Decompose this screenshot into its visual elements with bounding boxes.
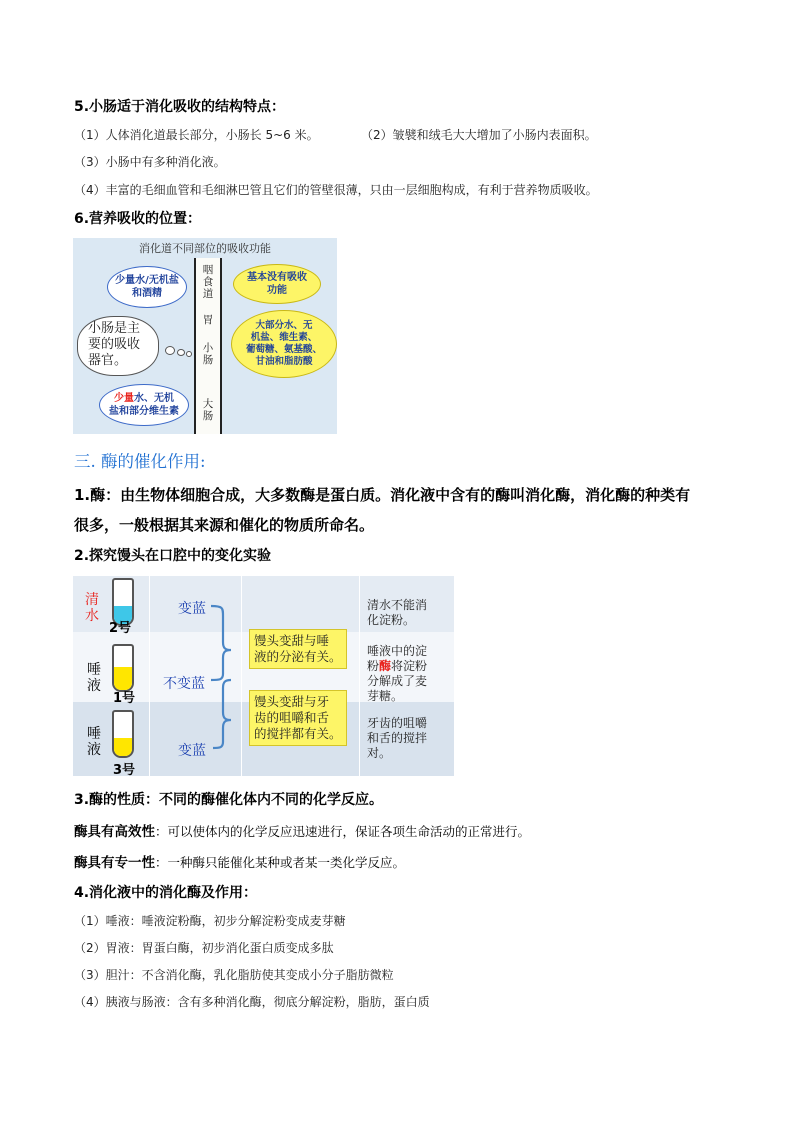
- bubble-small-intestine-absorption: 大部分水、无 机盐、维生素、 葡萄糖、氨基酸、 甘油和脂肪酸: [231, 310, 337, 378]
- row2-note-red: 酶: [379, 659, 392, 673]
- enzyme-efficiency: [74, 820, 530, 840]
- experiment-brackets: [73, 576, 454, 776]
- thought-dot-small: [186, 351, 192, 357]
- row2-label: 唾 液: [87, 662, 101, 694]
- tube3-number: 3号: [113, 763, 136, 776]
- conclusion-1: 馒头变甜与唾 液的分泌有关。: [249, 629, 347, 669]
- enzyme-specificity: [74, 851, 405, 871]
- row1-label-text: 清 水: [85, 592, 99, 624]
- large-intestine-text: 水、无机 盐和部分维生素: [109, 393, 179, 417]
- tube2-number: 2号: [109, 621, 132, 636]
- digestive-enzyme-item: （1）唾液：唾液淀粉酶，初步分解淀粉变成麦芽糖: [74, 914, 346, 928]
- bubble-stomach-absorption: 少量水/无机盐 和酒精: [107, 266, 187, 308]
- bubble-esophagus-absorption: 基本没有吸收 功能: [233, 264, 321, 304]
- section6-heading: 6.营养吸收的位置：: [74, 211, 202, 227]
- row3-label: 唾 液: [87, 726, 101, 758]
- efficiency-label: 酶具有高效性: [74, 824, 155, 840]
- thought-dot-medium: [177, 349, 185, 356]
- tube1-number: 1号: [113, 691, 136, 706]
- section-enzyme-title: 三. 酶的催化作用:: [74, 452, 206, 471]
- section5-item1: （1）人体消化道最长部分，小肠长 5~6 米。: [74, 128, 319, 142]
- specificity-label: 酶具有专一性: [74, 855, 155, 871]
- absorption-figure: [73, 238, 337, 434]
- organ-small-intestine: 小 肠: [202, 342, 214, 366]
- row3-result: 变蓝: [178, 743, 206, 759]
- specificity-text: ：一种酶只能催化某种或者某一类化学反应。: [155, 855, 406, 870]
- enzyme-property-heading: 3.酶的性质：不同的酶催化体内不同的化学反应。: [74, 792, 384, 808]
- experiment-figure: [73, 576, 454, 776]
- section5-item4: （4）丰富的毛细血管和毛细淋巴管且它们的管壁很薄，只由一层细胞构成，有利于营养物质吸收。: [74, 183, 598, 197]
- digestive-enzymes-heading: 4.消化液中的消化酶及作用：: [74, 885, 258, 901]
- experiment-heading: 2.探究馒头在口腔中的变化实验: [74, 548, 272, 564]
- section5-heading: 5.小肠适于消化吸收的结构特点：: [74, 99, 286, 115]
- row1-note: 清水不能消 化淀粉。: [367, 598, 428, 627]
- digestive-enzyme-item: （4）胰液与肠液：含有多种消化酶，彻底分解淀粉，脂肪，蛋白质: [74, 995, 430, 1009]
- enzyme-definition-line1: 1.酶：由生物体细胞合成，大多数酶是蛋白质。消化液中含有的酶叫消化酶，消化酶的种类有: [74, 486, 691, 504]
- conclusion-2: 馒头变甜与牙 齿的咀嚼和舌 的搅拌都有关。: [249, 690, 347, 746]
- organ-large-intestine: 大 肠: [202, 398, 214, 422]
- bubble-large-intestine-absorption: [99, 384, 189, 426]
- bracket-1: [211, 606, 231, 680]
- bracket-2: [213, 680, 231, 748]
- digestive-enzyme-item: （3）胆汁：不含消化酶，乳化脂肪使其变成小分子脂肪微粒: [74, 968, 394, 982]
- digestive-enzyme-item: （2）胃液：胃蛋白酶，初步消化蛋白质变成多肽: [74, 941, 334, 955]
- thought-dot-large: [165, 346, 175, 355]
- efficiency-text: ：可以使体内的化学反应迅速进行，保证各项生命活动的正常进行。: [155, 824, 531, 839]
- row2-note-a: 唾液中的淀 粉: [367, 644, 428, 673]
- row3-note: 牙齿的咀嚼 和舌的搅拌 对。: [367, 716, 428, 760]
- row1-result: 变蓝: [178, 601, 206, 617]
- enzyme-definition-line2: 很多，一般根据其来源和催化的物质所命名。: [74, 516, 375, 534]
- large-intestine-red-text: 少量: [114, 393, 134, 404]
- organ-pharynx-esophagus: 咽 食 道: [202, 264, 214, 300]
- thought-cloud: 小肠是主 要的吸收 器官。: [77, 316, 159, 376]
- row2-note-b: 将淀粉 分解成了麦 芽糖。: [367, 659, 428, 703]
- absorption-figure-caption: 消化道不同部位的吸收功能: [139, 242, 271, 255]
- section5-item3: （3）小肠中有多种消化液。: [74, 155, 226, 169]
- section5-item2: （2）皱襞和绒毛大大增加了小肠内表面积。: [361, 128, 597, 142]
- row2-result: 不变蓝: [163, 676, 205, 692]
- organ-stomach: 胃: [202, 314, 214, 326]
